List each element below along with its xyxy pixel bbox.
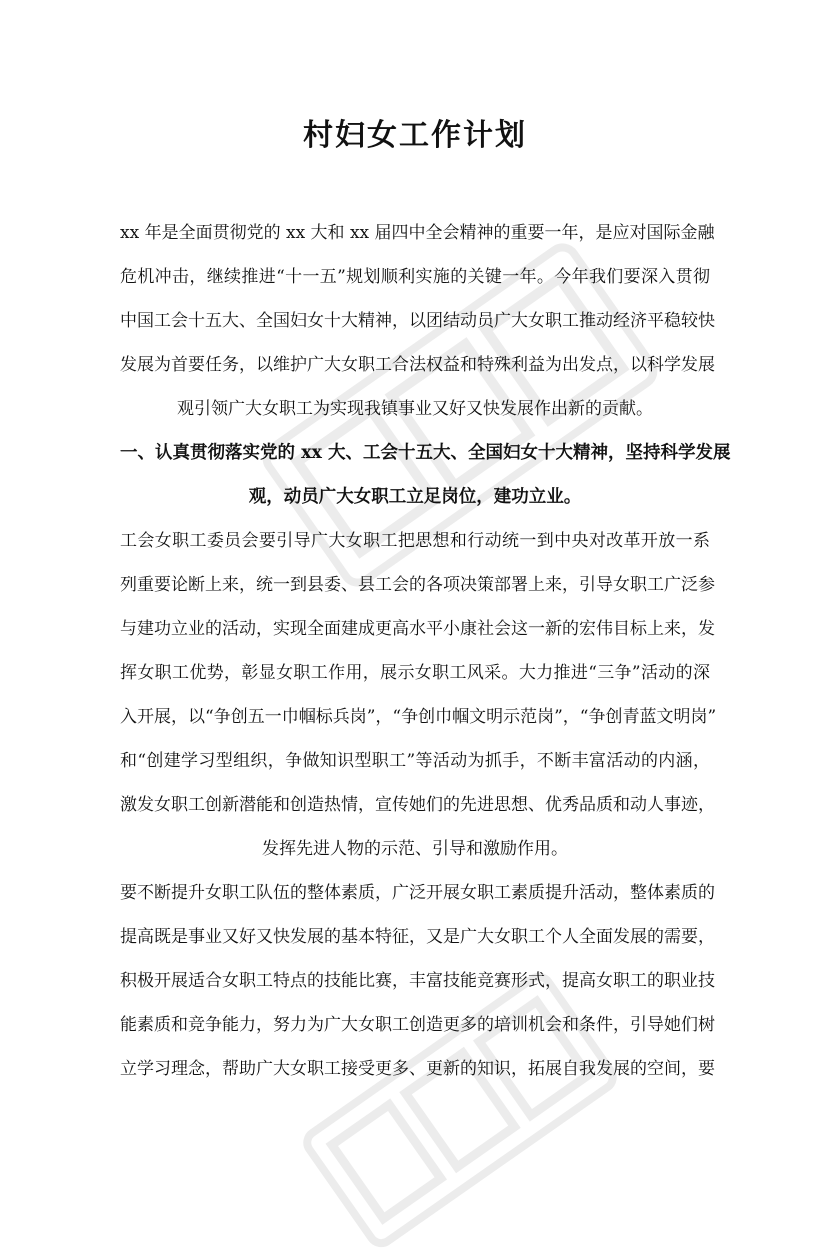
paragraph-line: 激发女职工创新潜能和创造热情，宣传她们的先进思想、优秀品质和动人事迹， bbox=[120, 795, 715, 815]
paragraph-line: 危机冲击，继续推进“十一五”规划顺利实施的关键一年。今年我们要深入贯彻 bbox=[120, 267, 710, 287]
paragraph-line: 与建功立业的活动，实现全面建成更高水平小康社会这一新的宏伟目标上来，发 bbox=[120, 619, 715, 639]
paragraph-line: 提高既是事业又好又快发展的基本特征，又是广大女职工个人全面发展的需要， bbox=[120, 927, 715, 947]
paragraph-line: 积极开展适合女职工特点的技能比赛，丰富技能竞赛形式，提高女职工的职业技 bbox=[120, 971, 715, 991]
paragraph-line: 挥女职工优势，彰显女职工作用，展示女职工风采。大力推进“三争”活动的深 bbox=[120, 663, 710, 683]
section-heading: 观，动员广大女职工立足岗位，建功立业。 bbox=[248, 487, 582, 507]
paragraph-line: 和“创建学习型组织，争做知识型职工”等活动为抓手，不断丰富活动的内涵， bbox=[120, 751, 710, 771]
paragraph-line: 发展为首要任务，以维护广大女职工合法权益和特殊利益为出发点，以科学发展 bbox=[120, 355, 715, 375]
watermark-icon-bottom bbox=[297, 967, 623, 1253]
paragraph-line: 立学习理念，帮助广大女职工接受更多、更新的知识，拓展自我发展的空间，要 bbox=[120, 1059, 715, 1079]
paragraph-line: 中国工会十五大、全国妇女十大精神，以团结动员广大女职工推动经济平稳较快 bbox=[120, 311, 715, 331]
paragraph-line: 入开展，以“争创五一巾帼标兵岗”，“争创巾帼文明示范岗”，“争创青蓝文明岗” bbox=[120, 707, 717, 727]
paragraph-line: 工会女职工委员会要引导广大女职工把思想和行动统一到中央对改革开放一系 bbox=[120, 531, 710, 551]
paragraph-line: 能素质和竞争能力，努力为广大女职工创造更多的培训机会和条件，引导她们树 bbox=[120, 1015, 715, 1035]
paragraph-line: 要不断提升女职工队伍的整体素质，广泛开展女职工素质提升活动，整体素质的 bbox=[120, 883, 715, 903]
paragraph-line: 列重要论断上来，统一到县委、县工会的各项决策部署上来，引导女职工广泛参 bbox=[120, 575, 715, 595]
paragraph-line: 观引领广大女职工为实现我镇事业又好又快发展作出新的贡献。 bbox=[177, 399, 653, 419]
paragraph-line: xx 年是全面贯彻党的 xx 大和 xx 届四中全会精神的重要一年，是应对国际金融 bbox=[120, 223, 715, 243]
paragraph-line: 发挥先进人物的示范、引导和激励作用。 bbox=[262, 839, 568, 859]
page-title: 村妇女工作计划 bbox=[303, 118, 527, 153]
section-heading: 一、认真贯彻落实党的 xx 大、工会十五大、全国妇女十大精神，坚持科学发展 bbox=[120, 443, 731, 463]
